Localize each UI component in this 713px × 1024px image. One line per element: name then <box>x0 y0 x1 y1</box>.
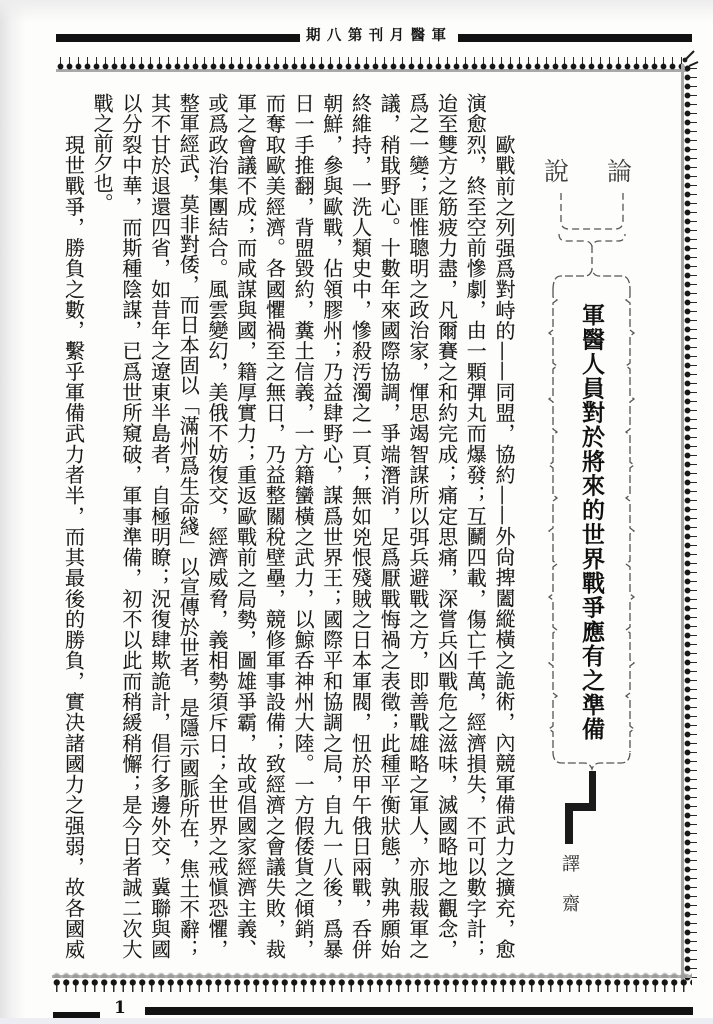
top-ornament-border <box>56 57 688 74</box>
body-column: 整軍經武，莫非對倭，而日本固以「滿州爲生命綫」以宣傳於世者，是隱示國脈所在，焦土不辭； <box>176 93 201 959</box>
scan-shadow-left <box>0 0 26 1024</box>
body-column: 戰之前夕也。 <box>90 93 115 213</box>
body-column: 軍之會議不成；而咸謀與國，籍厚實力；重返歐戰前之局勢，圖雄爭霸，故或倡國家經濟主義、 <box>233 93 258 959</box>
header-rule-left <box>56 34 300 42</box>
article-author: 譯齋 <box>559 854 580 912</box>
footer-rule-right <box>145 1007 693 1015</box>
article-title: 軍醫人員對於將來的世界戰爭應有之準備 <box>578 303 605 740</box>
body-column: 歐戰前之列强爲對峙的——同盟，協約——外尙捭闔縱橫之詭術，內競軍備武力之擴充，愈 <box>492 93 516 959</box>
article-body <box>58 93 518 959</box>
body-column: 朝鮮，參與歐戰，佔領膠州；乃益肆野心，謀爲世界王；國際平和協調之局，自九一八後，爲暴 <box>319 93 344 959</box>
scan-shadow-top <box>0 0 713 22</box>
body-column: 演愈烈，終至空前慘劇，由一顆彈丸而爆發；互鬭四載，傷亡千萬，經濟損失，不可以數字計； <box>463 93 488 959</box>
page-number: 1 <box>114 998 126 1018</box>
scan-bottom-edge <box>0 1018 713 1024</box>
body-column: 現世戰爭，勝負之數，繫乎軍備武力者半，而其最後的勝負，實决諸國力之强弱，故各國威 <box>61 93 86 959</box>
body-column: 迨至雙方之筋疲力盡，凡爾賽之和約完成；痛定思痛，深嘗兵凶戰危之滋味，滅國略地之觀念， <box>434 93 459 959</box>
body-column: 終維持，一洗人類史中，慘殺汚濁之一頁；無如兇恨殘賊之日本軍閥，忸於甲午俄日兩戰，呑併 <box>348 93 373 959</box>
body-column: 以分裂中華，而斯種陰謀，已爲世所窺破，軍事準備，初不以此而稍緩稍懈；是今日者誠二次大 <box>118 93 143 959</box>
body-column: 其不甘於退還四省，如昔年之遼東半島者，自極明瞭；況復肆欺詭計，倡行多邊外交，冀聯與國 <box>147 93 172 959</box>
running-title: 軍醫月刊第八期 <box>306 27 446 44</box>
section-bracket <box>559 193 625 270</box>
body-column: 而奪取歐美經濟。各國懼禍至之無日，乃益整關稅壁壘，競修軍事設備；致經濟之會議失敗，裁 <box>262 93 287 959</box>
bottom-ornament-border <box>52 972 692 994</box>
body-column: 日一手推翻，背盟毀約，糞土信義，一方籍蠻橫之武力，以鯨呑神州大陸。一方假倭貨之傾銷， <box>291 93 316 959</box>
right-ornament-border <box>679 64 697 982</box>
body-column: 爲之一變；匪惟聰明之政治家，惲思竭智謀所以弭兵避戰之方，即善戰雄略之軍人，亦服裁軍之 <box>405 93 430 959</box>
body-column: 議，稍戢野心。十數年來國際協調，爭端潛消，足爲厭戰悔禍之表徵；此種平衡狀態，孰弗願始 <box>377 93 402 959</box>
body-column: 或爲政治集團結合。風雲變幻，美俄不妨復交，經濟威脅，義相勢須斥日；全世界之戒愼恐懼， <box>204 93 229 959</box>
z-ornament <box>565 771 596 844</box>
section-label: 論說 <box>544 157 632 186</box>
header-rule-right <box>458 34 692 42</box>
